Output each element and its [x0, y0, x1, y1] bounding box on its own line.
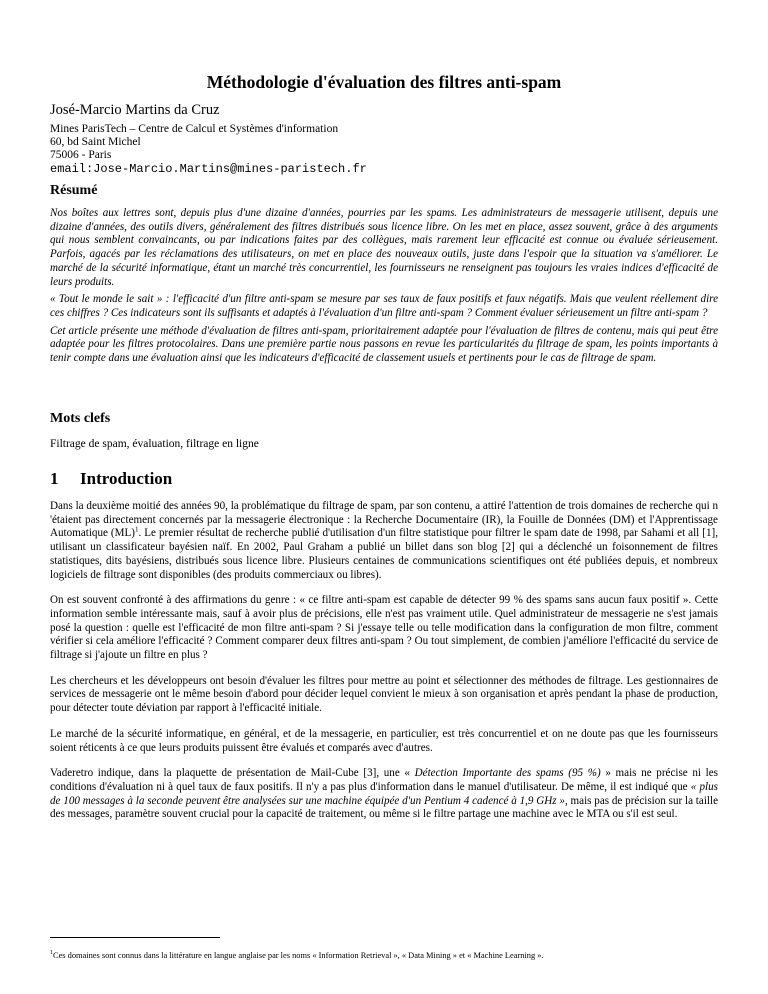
keywords-heading: Mots clefs — [50, 411, 111, 426]
section-body — [50, 500, 718, 834]
body-paragraph: On est souvent confronté à des affirmations du genre : « ce filtre anti-spam est capable de détecter 99 % des spams sans aucun faux positif ». Cette information semble intéressante mais, sauf à avoir plus de précisions, elle n'est pas vraiment utile. Quel administrateur de messagerie ne s'est jamais posé la question : quelle est l'efficacité de mon filtre anti-spam ? Si j'essaye telle ou telle modification dans la configuration de mon filtre, comment vérifier si cela améliore l'efficacité ? Comment comparer deux filtres anti-spam ? Ou tout simplement, de combien j'améliore l'efficacité du service de filtrage si j'ajoute un filtre en plus ? — [50, 594, 718, 662]
abstract-paragraph: Nos boîtes aux lettres sont, depuis plus d'une dizaine d'années, pourries par les spams. Les administrateurs de messagerie utilisent, depuis une dizaine d'années, des outils divers, généralement des filtres distribués sous licence libre. On les met en place, assez souvent, grâce à des arguments qui nous semblent convaincants, ou par indications faites par des collègues, mais rarement leur efficacité est connue ou évaluée sérieusement. Parfois, agacés par les réclamations des utilisateurs, on met en place des nouveaux outils, juste dans l'espoir que la situation va s'améliorer. Le marché de la sécurité informatique, étant un marché très concurrentiel, les fournisseurs ne renseignent pas toujours les vraies indices d'efficacité de leurs produits. — [50, 207, 718, 288]
author-name: José-Marcio Martins da Cruz — [50, 102, 220, 118]
italic-run: « plus de 100 messages à la seconde peuvent être analysées sur une machine équipée d'un Pentium 4 cadencé à 1,9 GHz » — [50, 780, 718, 807]
text-run: . Le premier résultat de recherche publié d'utilisation d'un filtre statistique pour filtrer le spam date de 1998, par Sahami et all [1], utilisant un classificateur bayésien naïf. En 2002, Paul Graham a publié un billet dans son blog [2] qui a déclenché un foisonnement de filtres statistiques, dits bayésiens, distribués sous licence libre. Plusieurs centaines de communications scientifiques ont été publiées depuis, et nombreux logiciels de filtrage sont disponibles (des produits commerciaux ou libres). — [50, 527, 718, 581]
section-number: 1 — [50, 469, 59, 488]
keywords-text: Filtrage de spam, évaluation, filtrage en ligne — [50, 438, 259, 450]
text-run: , mais pas de précision sur la taille des messages, paramètre souvent crucial pour la capacité de traitement, ou même si le filtre partage une machine avec le MTA ou s'il est seul. — [50, 794, 718, 821]
author-email: email:Jose-Marcio.Martins@mines-paristech.fr — [50, 161, 367, 176]
affiliation-city: 75006 - Paris — [50, 149, 112, 162]
body-paragraph — [50, 500, 718, 582]
affiliation-block — [50, 123, 367, 176]
body-paragraph: Les chercheurs et les développeurs ont besoin d'évaluer les filtres pour mettre au point et sélectionner des méthodes de filtrage. Les gestionnaires de services de messagerie ont le même besoin d'abord pour décider lequel convient le mieux à son organisation et après pendant la phase de production, pour détecter toute déviation par rapport à l'efficacité initiale. — [50, 674, 718, 715]
footnote-text: Ces domaines sont connus dans la littérature en langue anglaise par les noms « Information Retrieval », « Data Mining » et « Machine Learning ». — [53, 951, 544, 960]
body-paragraph: Le marché de la sécurité informatique, en général, et de la messagerie, en particulier, est très concurrentiel et on ne doute pas que les fournisseurs soient réticents à ce que leurs produits puissent être évalués et comparés avec d'autres. — [50, 727, 718, 754]
italic-run: Détection Importante des spams (95 %) — [414, 767, 601, 780]
abstract-paragraph: « Tout le monde le sait » : l'efficacité d'un filtre anti-spam se mesure par ses taux de faux positifs et faux négatifs. Mais que veulent réellement dire ces chiffres ? Ces indicateurs sont ils suffisants et adaptés à l'évaluation d'un filtre anti-spam ? Comment évaluer sérieusement un filtre anti-spam ? — [50, 293, 718, 319]
text-run: » mais ne précise ni les conditions d'évaluation ni à quel taux de faux positifs. Il n'y a pas plus d'information dans le manuel d'utilisateur. De même, il est indiqué que — [50, 767, 718, 793]
section-title: Introduction — [80, 469, 173, 488]
text-run: Vaderetro indique, dans la plaquette de présentation de Mail-Cube [3], une « — [50, 767, 415, 780]
footnote-rule — [50, 937, 220, 938]
footnote-mark: 1 — [50, 950, 53, 957]
affiliation-address: 60, bd Saint Michel — [50, 136, 141, 149]
section-heading — [50, 469, 172, 489]
abstract-body — [50, 207, 718, 370]
footnote — [50, 951, 544, 960]
footnote-ref: 1 — [134, 525, 139, 534]
paper-title: Méthodologie d'évaluation des filtres anti-spam — [206, 72, 562, 92]
abstract-paragraph: Cet article présente une méthode d'évaluation de filtres anti-spam, prioritairement adaptée pour l'évaluation de filtres de contenu, mais qui peut être adaptée pour les filtres protocolaires. Dans une première partie nous passons en revue les particularités du filtrage de spam, les points importants à tenir compte dans une évaluation ainsi que les indicateurs d'efficacité de classement usuels et pertinents pour le cas de filtrage de spam. — [50, 324, 718, 365]
body-paragraph — [50, 767, 718, 822]
text-run: Dans la deuxième moitié des années 90, la problématique du filtrage de spam, par son contenu, a attiré l'attention de trois domaines de recherche qui n 'étaient pas directement concernés par la messagerie électronique : la Recherche Documentaire (IR), la Fouille de Données (DM) et l'Apprentissage Automatique (ML) — [50, 500, 718, 540]
abstract-heading: Résumé — [50, 183, 98, 198]
affiliation-org: Mines ParisTech – Centre de Calcul et Systèmes d'information — [50, 123, 339, 135]
